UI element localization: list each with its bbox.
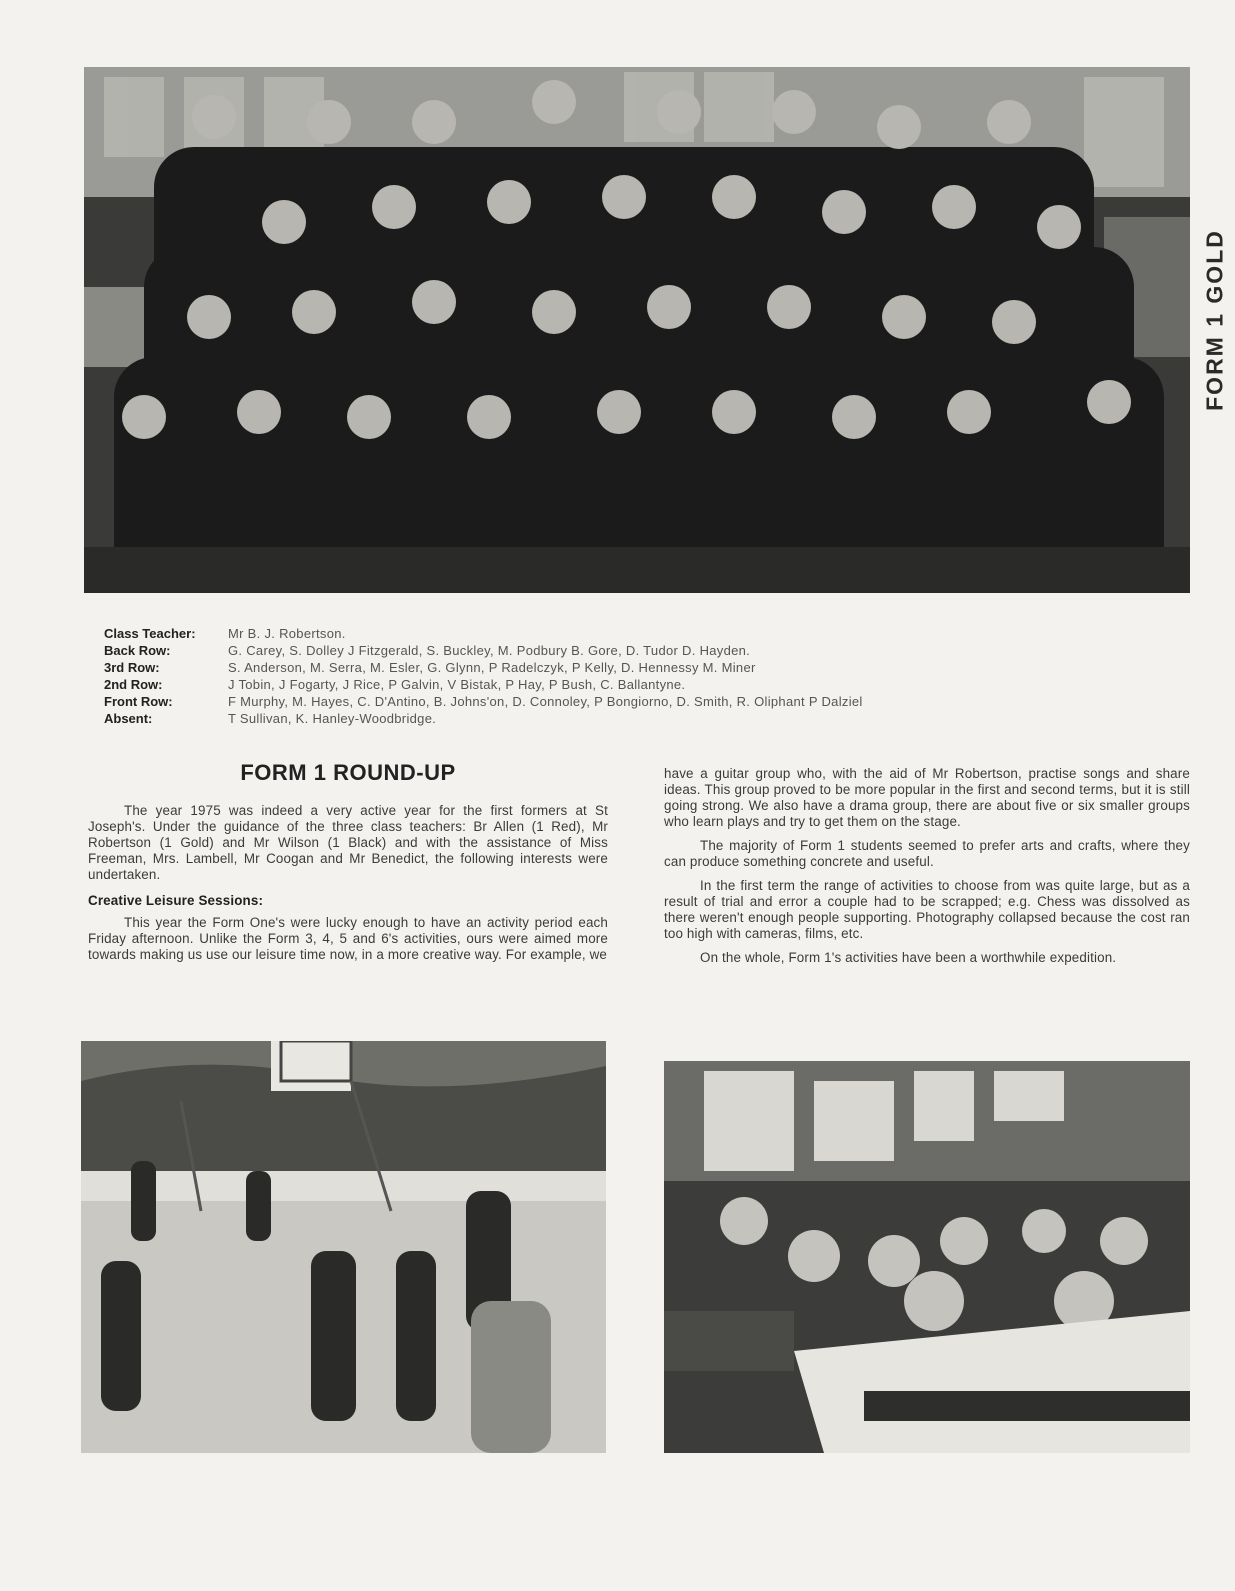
side-title [1195, 200, 1235, 440]
roster-row-3rd [104, 659, 863, 676]
roster-value: S. Anderson, M. Serra, M. Esler, G. Glynn, P Radelczyk, P Kelly, D. Hennessy M. Miner [228, 660, 756, 675]
outdoor-activity-photograph [81, 1041, 606, 1453]
roster-value: F Murphy, M. Hayes, C. D'Antino, B. Johns'on, D. Connoley, P Bongiorno, D. Smith, R. Oliphant P Dalziel [228, 694, 863, 709]
roster-label: Back Row: [104, 643, 171, 658]
class-roster [104, 625, 863, 727]
classroom-photo-image [664, 1061, 1190, 1453]
roster-value: G. Carey, S. Dolley J Fitzgerald, S. Buckley, M. Podbury B. Gore, D. Tudor D. Hayden. [228, 643, 751, 658]
roster-row-back [104, 642, 863, 659]
roster-label: 3rd Row: [104, 660, 160, 675]
article-title: FORM 1 ROUND-UP [240, 760, 456, 785]
article-column-right [664, 766, 1190, 974]
outdoor-photo-image [81, 1041, 606, 1453]
roster-label: Absent: [104, 711, 153, 726]
roster-label: 2nd Row: [104, 677, 163, 692]
article-subheading: Creative Leisure Sessions: [88, 893, 264, 908]
classroom-photograph [664, 1061, 1190, 1453]
roster-label: Class Teacher: [104, 626, 196, 641]
roster-value: Mr B. J. Robertson. [228, 626, 346, 641]
article-intro: The year 1975 was indeed a very active year for the first formers at St Joseph's. Under the guidance of the three class teachers: Br Allen (1 Red), Mr Robertson (1 Gold) and Mr Wilson (1 Black) and with the assistance of Miss Freeman, Mrs. Lambell, Mr Coogan and Mr Benedict, the following interests were undertaken. [88, 803, 608, 882]
article-paragraph: In the first term the range of activities to choose from was quite large, but as a result of trial and error a couple had to be scrapped; e.g. Chess was dissolved as there weren't enough people supporting. Photography collapsed because the cost ran too high with cameras, films, etc. [664, 878, 1190, 941]
article-paragraph: The majority of Form 1 students seemed to prefer arts and crafts, where they can produce something concrete and useful. [664, 838, 1190, 869]
roster-row-absent [104, 710, 863, 727]
class-photograph [84, 67, 1190, 593]
article-paragraph: have a guitar group who, with the aid of Mr Robertson, practise songs and share ideas. This group proved to be more popular in the first and second terms, but it is still going strong. We also have a drama group, there are about five or six smaller groups who learn plays and try to get them on the stage. [664, 766, 1190, 829]
side-title-text: FORM 1 GOLD [1201, 229, 1228, 411]
roster-value: T Sullivan, K. Hanley-Woodbridge. [228, 711, 437, 726]
class-photo-image [84, 67, 1190, 593]
roster-row-2nd [104, 676, 863, 693]
article-column-left [88, 760, 608, 971]
roster-row-front [104, 693, 863, 710]
article-paragraph: This year the Form One's were lucky enough to have an activity period each Friday afternoon. Unlike the Form 3, 4, 5 and 6's activities, ours were aimed more towards making us use our leisure time now, in a more creative way. For example, we [88, 915, 608, 962]
article-paragraph: On the whole, Form 1's activities have been a worthwhile expedition. [700, 950, 1117, 965]
roster-value: J Tobin, J Fogarty, J Rice, P Galvin, V Bistak, P Hay, P Bush, C. Ballantyne. [228, 677, 686, 692]
roster-row-class-teacher [104, 625, 863, 642]
roster-label: Front Row: [104, 694, 173, 709]
